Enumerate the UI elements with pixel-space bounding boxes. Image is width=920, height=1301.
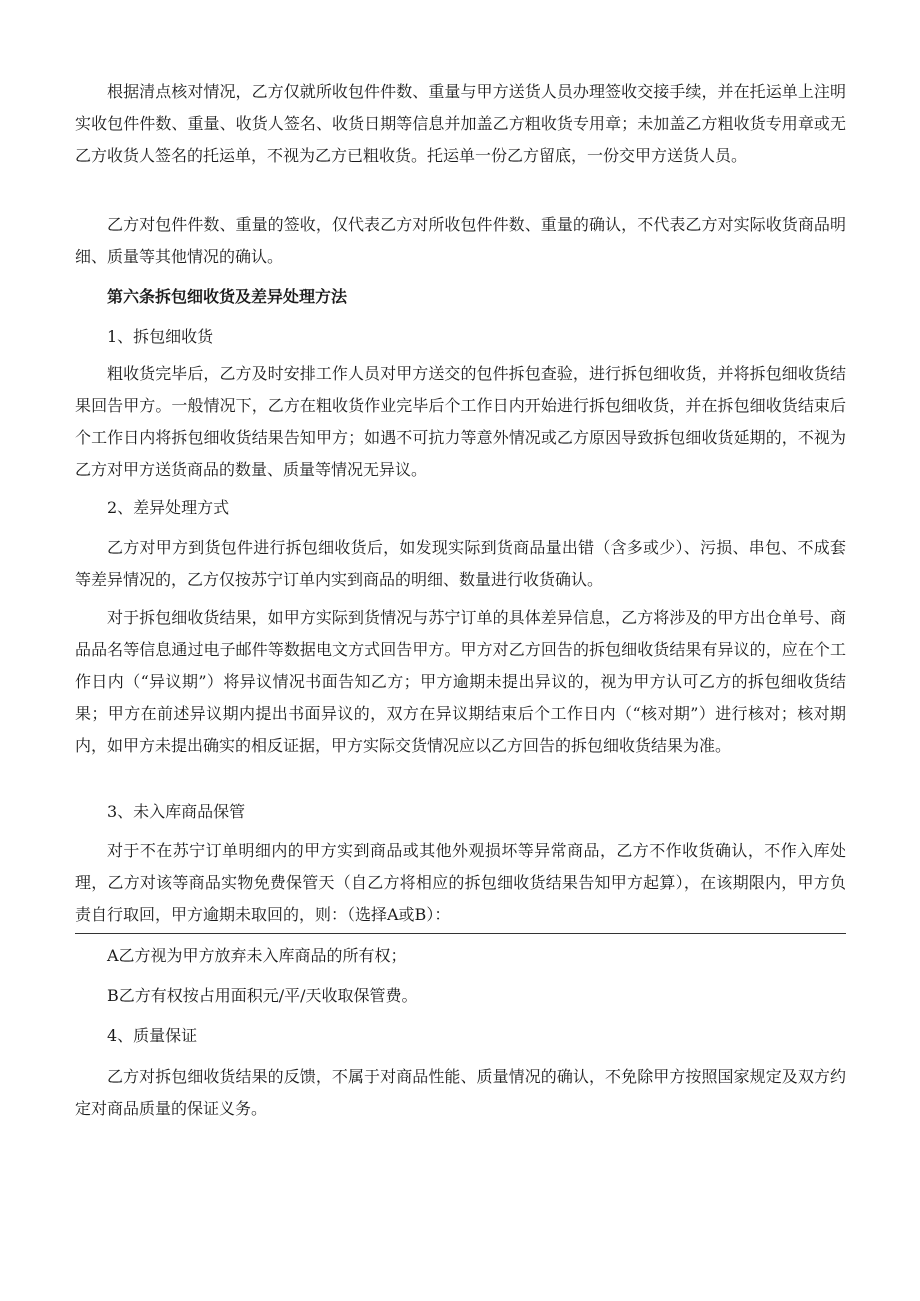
section-4-body: 乙方对拆包细收货结果的反馈，不属于对商品性能、质量情况的确认，不免除甲方按照国家规定及双方约定对商品质量的保证义务。 — [75, 1067, 846, 1118]
paragraph-receipt-signoff: 根据清点核对情况，乙方仅就所收包件件数、重量与甲方送货人员办理签收交接手续，并在托运单上注明实收包件件数、重量、收货人签名、收货日期等信息并加盖乙方粗收货专用章；未加盖乙方粗收货专用章或无乙方收货人签名的托运单，不视为乙方已粗收货。托运单一份乙方留底，一份交甲方送货人员。 — [75, 82, 846, 165]
section-3-body: 对于不在苏宁订单明细内的甲方实到商品或其他外观损坏等异常商品，乙方不作收货确认，不作入库处理，乙方对该等商品实物免费保管天（自乙方将相应的拆包细收货结果告知甲方起算），在该期限内，甲方负责自行取回，甲方逾期未取回的，则：（选择A或B）： — [75, 841, 846, 924]
paragraph-signoff-scope: 乙方对包件件数、重量的签收，仅代表乙方对所收包件件数、重量的确认，不代表乙方对实际收货商品明细、质量等其他情况的确认。 — [75, 215, 846, 266]
option-a: A乙方视为甲方放弃未入库商品的所有权； — [107, 946, 407, 965]
divider-line — [75, 933, 846, 934]
section-3-title: 3、未入库商品保管 — [107, 802, 246, 821]
section-2-title: 2、差异处理方式 — [107, 498, 230, 517]
section-1-title: 1、拆包细收货 — [107, 327, 214, 346]
section-2-body-1: 乙方对甲方到货包件进行拆包细收货后，如发现实际到货商品量出错（含多或少）、污损、串包、不成套等差异情况的，乙方仅按苏宁订单内实到商品的明细、数量进行收货确认。 — [75, 538, 846, 589]
section-1-body: 粗收货完毕后，乙方及时安排工作人员对甲方送交的包件拆包查验，进行拆包细收货，并将拆包细收货结果回告甲方。一般情况下，乙方在粗收货作业完毕后个工作日内开始进行拆包细收货，并在拆包细收货结束后个工作日内将拆包细收货结果告知甲方；如遇不可抗力等意外情况或乙方原因导致拆包细收货延期的，不视为乙方对甲方送货商品的数量、质量等情况无异议。 — [75, 364, 846, 479]
section-4-title: 4、质量保证 — [107, 1026, 198, 1045]
article-6-heading: 第六条拆包细收货及差异处理方法 — [107, 287, 348, 306]
option-b: B乙方有权按占用面积元/平/天收取保管费。 — [107, 986, 418, 1005]
section-2-body-2: 对于拆包细收货结果，如甲方实际到货情况与苏宁订单的具体差异信息，乙方将涉及的甲方出仓单号、商品品名等信息通过电子邮件等数据电文方式回告甲方。甲方对乙方回告的拆包细收货结果有异议的，应在个工作日内（“异议期”）将异议情况书面告知乙方；甲方逾期未提出异议的，视为甲方认可乙方的拆包细收货结果；甲方在前述异议期内提出书面异议的，双方在异议期结束后个工作日内（“核对期”）进行核对；核对期内，如甲方未提出确实的相反证据，甲方实际交货情况应以乙方回告的拆包细收货结果为准。 — [75, 608, 846, 755]
